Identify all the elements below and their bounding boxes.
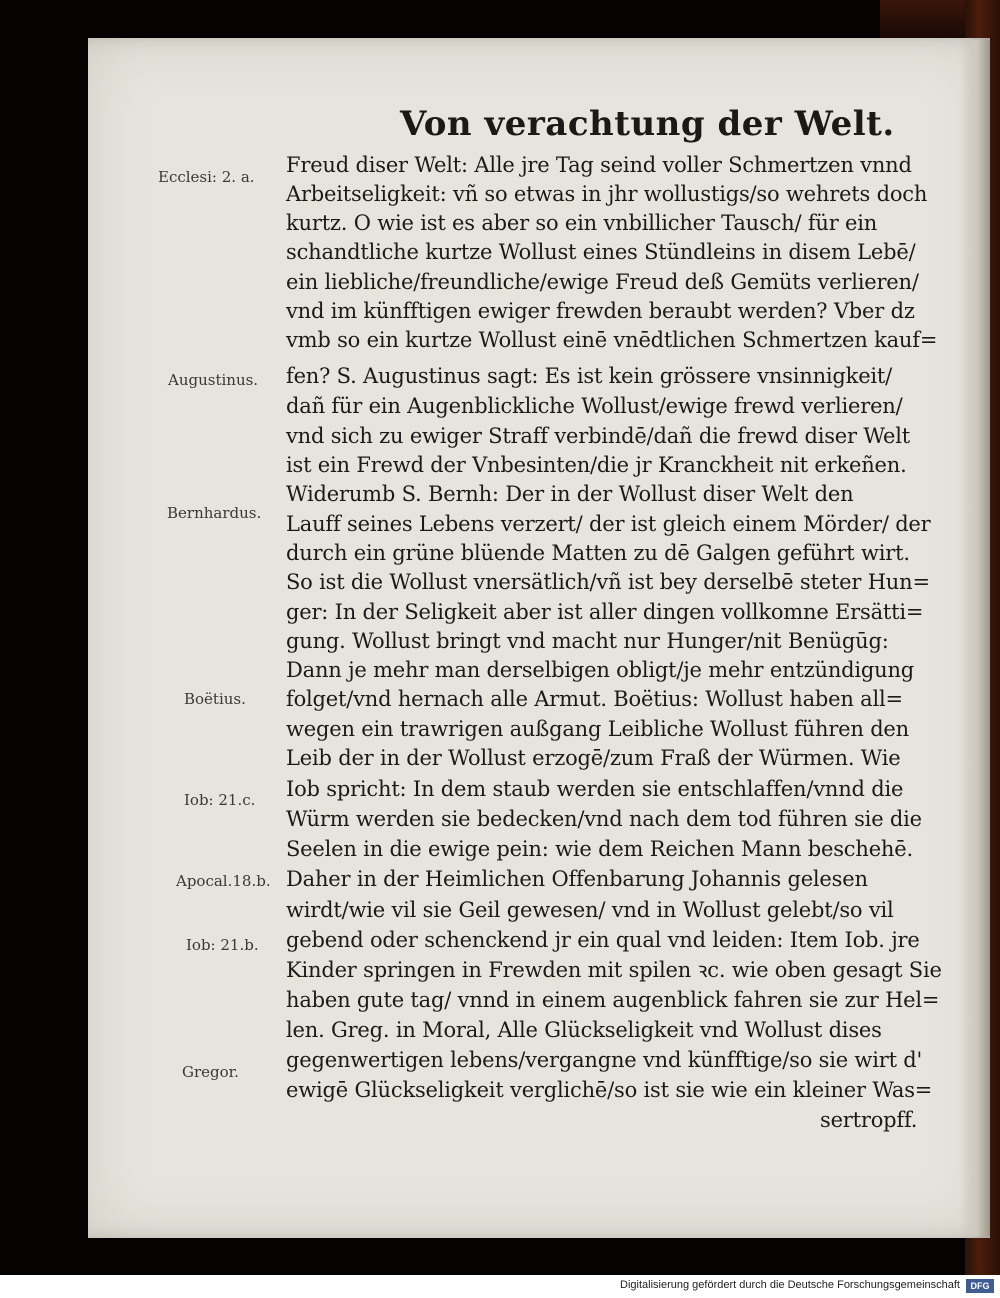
margin-note: Apocal.18.b. <box>176 872 271 890</box>
text-line: gebend oder schenckend jr ein qual vnd leiden: Item Iob. jre <box>286 928 920 952</box>
text-line: Kinder springen in Frewden mit spilen ꝛc. wie oben gesagt Sie <box>286 958 942 982</box>
text-line: vmb so ein kurtze Wollust einē vnēdtlichen Schmertzen kauf= <box>286 328 938 352</box>
text-line: len. Greg. in Moral, Alle Glückseligkeit vnd Wollust dises <box>286 1018 882 1042</box>
text-line: dañ für ein Augenblickliche Wollust/ewige frewd verlieren/ <box>286 394 903 418</box>
text-line: Iob spricht: In dem staub werden sie entschlaffen/vnnd die <box>286 777 904 801</box>
text-line: ein liebliche/freundliche/ewige Freud deß Gemüts verlieren/ <box>286 270 919 294</box>
text-line: Lauff seines Lebens verzert/ der ist gleich einem Mörder/ der <box>286 512 931 536</box>
dfg-logo: DFG <box>966 1279 994 1293</box>
funding-notice: Digitalisierung gefördert durch die Deutsche Forschungsgemeinschaft <box>620 1279 960 1291</box>
text-line: wegen ein trawrigen außgang Leibliche Wollust führen den <box>286 717 909 741</box>
text-line: Seelen in die ewige pein: wie dem Reichen Mann beschehē. <box>286 837 913 861</box>
margin-note: Ecclesi: 2. a. <box>158 168 255 186</box>
margin-note: Iob: 21.b. <box>186 936 259 954</box>
text-line: Dann je mehr man derselbigen obligt/je mehr entzündigung <box>286 658 915 682</box>
text-line: Widerumb S. Bernh: Der in der Wollust diser Welt den <box>286 482 854 506</box>
text-line: Würm werden sie bedecken/vnd nach dem tod führen sie die <box>286 807 922 831</box>
text-line: folget/vnd hernach alle Armut. Boëtius: Wollust haben all= <box>286 687 903 711</box>
text-line: ist ein Frewd der Vnbesinten/die jr Kranckheit nit erkeñen. <box>286 453 907 477</box>
text-line: Freud diser Welt: Alle jre Tag seind voller Schmertzen vnnd <box>286 153 912 177</box>
text-line: fen? S. Augustinus sagt: Es ist kein grössere vnsinnigkeit/ <box>286 364 893 388</box>
text-line: Arbeitseligkeit: vñ so etwas in jhr wollustigs/so wehrets doch <box>286 182 928 206</box>
text-line: wirdt/wie vil sie Geil gewesen/ vnd in Wollust gelebt/so vil <box>286 898 894 922</box>
text-line: ger: In der Seligkeit aber ist aller dingen vollkomne Ersätti= <box>286 600 924 624</box>
text-line: ewigē Glückseligkeit verglichē/so ist sie wie ein kleiner Was= <box>286 1078 933 1102</box>
text-line: gung. Wollust bringt vnd macht nur Hunger/nit Benügūg: <box>286 629 889 653</box>
margin-note: Augustinus. <box>168 371 259 389</box>
text-line: durch ein grüne blüende Matten zu dē Galgen geführt wirt. <box>286 541 910 565</box>
text-line: So ist die Wollust vnersätlich/vñ ist bey derselbē steter Hun= <box>286 570 930 594</box>
text-line: vnd sich zu ewiger Straff verbindē/dañ die frewd diser Welt <box>286 424 910 448</box>
text-line: Leib der in der Wollust erzogē/zum Fraß der Würmen. Wie <box>286 746 901 770</box>
margin-note: Gregor. <box>182 1063 239 1081</box>
text-line: kurtz. O wie ist es aber so ein vnbillicher Tausch/ für ein <box>286 211 878 235</box>
text-line: schandtliche kurtze Wollust eines Stündleins in disem Lebē/ <box>286 240 916 264</box>
text-line: haben gute tag/ vnnd in einem augenblick fahren sie zur Hel= <box>286 988 940 1012</box>
text-line: Daher in der Heimlichen Offenbarung Johannis gelesen <box>286 867 868 891</box>
margin-note: Boëtius. <box>184 690 246 708</box>
footer-bar <box>0 1275 1000 1298</box>
text-line: gegenwertigen lebens/vergangne vnd künfftige/so sie wirt d' <box>286 1048 923 1072</box>
text-line: vnd im künfftigen ewiger frewden beraubt werden? Vber dz <box>286 299 915 323</box>
margin-note: Bernhardus. <box>167 504 262 522</box>
page-heading: Von verachtung der Welt. <box>400 104 895 144</box>
page-curl <box>960 40 990 1236</box>
text-line: sertropff. <box>820 1108 918 1132</box>
margin-note: Iob: 21.c. <box>184 791 256 809</box>
